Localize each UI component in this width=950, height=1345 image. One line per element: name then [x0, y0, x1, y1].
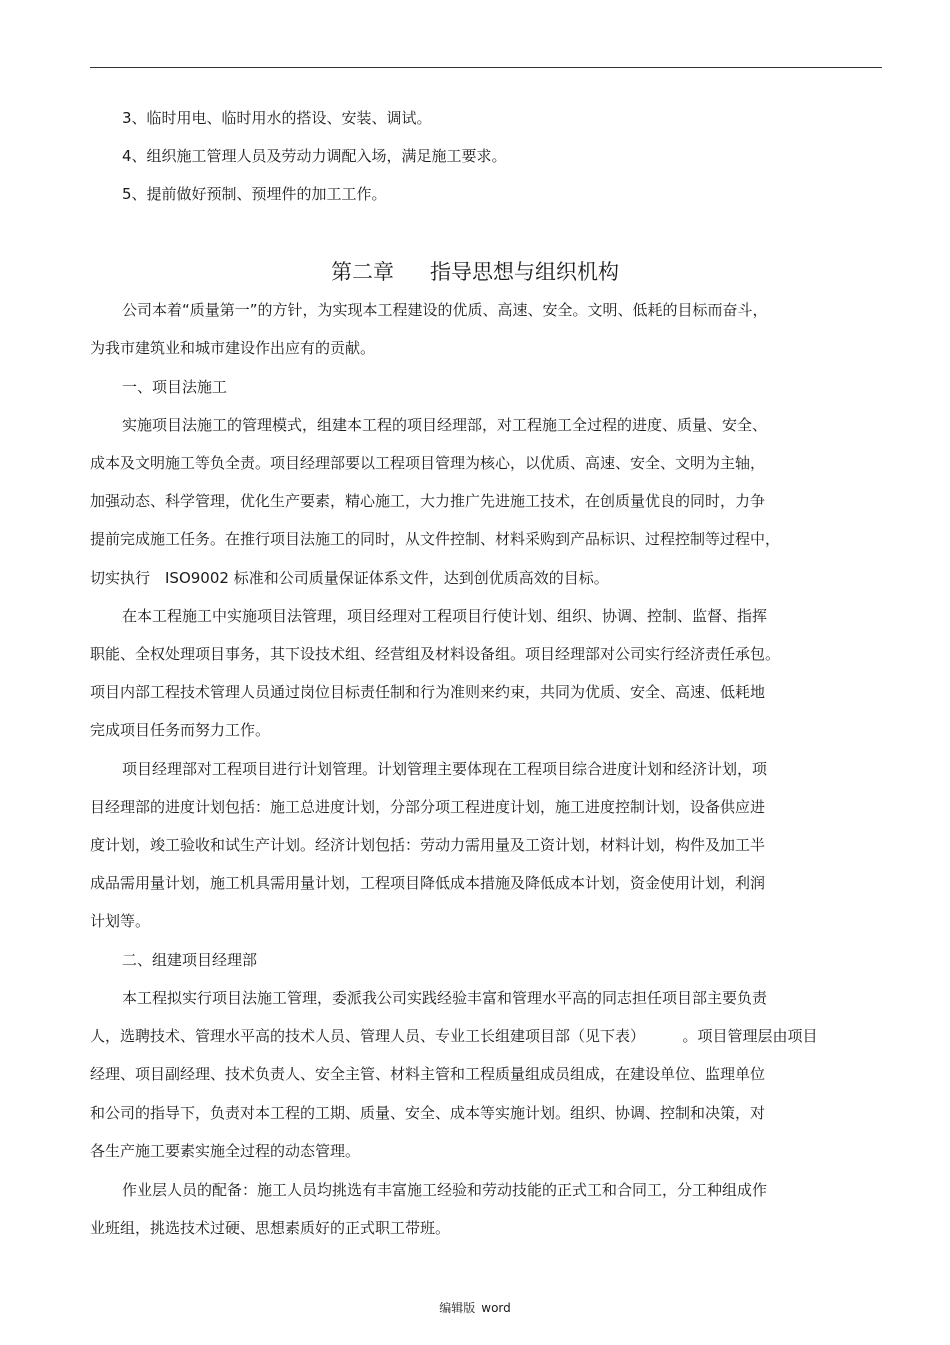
p5-line-2: 业班组，挑选技术过硬、思想素质好的正式职工带班。: [90, 1219, 451, 1237]
p2-line-2: 职能、全权处理项目事务，其下设技术组、经营组及材料设备组。项目经理部对公司实行经济责任承包。: [90, 645, 781, 663]
p3-line-2: 目经理部的进度计划包括：施工总进度计划，分部分项工程进度计划，施工进度控制计划，设备供应进: [90, 798, 766, 816]
chapter-number: 第二章: [331, 260, 394, 284]
p2-line-4: 完成项目任务而努力工作。: [90, 721, 271, 739]
footer-suffix: word: [481, 1301, 511, 1315]
header-rule: [90, 67, 882, 68]
p2-line-1: 在本工程施工中实施项目法管理，项目经理对工程项目行使计划、组织、协调、控制、监督、指挥: [122, 607, 768, 625]
p3-line-1: 项目经理部对工程项目进行计划管理。计划管理主要体现在工程项目综合进度计划和经济计划，项: [122, 760, 768, 778]
footer-label: 编辑版: [439, 1301, 476, 1315]
p1-line-3: 加强动态、科学管理，优化生产要素，精心施工，大力推广先进施工技术，在创质量优良的同时，力争: [90, 492, 766, 510]
p2-line-3: 项目内部工程技术管理人员通过岗位目标责任制和行为准则来约束，共同为优质、安全、高速、低耗地: [90, 683, 766, 701]
intro-line-2: 为我市建筑业和城市建设作出应有的贡献。: [90, 339, 376, 357]
p3-line-5: 计划等。: [90, 912, 151, 930]
p3-line-3: 度计划，竣工验收和试生产计划。经济计划包括：劳动力需用量及工资计划，材料计划，构件及加工半: [90, 836, 766, 854]
p1-line-1: 实施项目法施工的管理模式，组建本工程的项目经理部，对工程施工全过程的进度、质量、安全、: [122, 416, 768, 434]
p1-line-4: 提前完成施工任务。在推行项目法施工的同时，从文件控制、材料采购到产品标识、过程控制等过程中，: [90, 530, 781, 548]
list-item-5: 5、提前做好预制、预埋件的加工工作。: [122, 185, 387, 203]
page-footer: [0, 1300, 950, 1316]
p4-line-3: 经理、项目副经理、技术负责人、安全主管、材料主管和工程质量组成员组成，在建设单位、监理单位: [90, 1065, 766, 1083]
section-title-2: 二、组建项目经理部: [122, 951, 258, 969]
p4-line-5: 各生产施工要素实施全过程的动态管理。: [90, 1142, 361, 1160]
chapter-heading: [0, 258, 950, 286]
p4-line-1: 本工程拟实行项目法施工管理，委派我公司实践经验丰富和管理水平高的同志担任项目部主要负责: [122, 989, 768, 1007]
p3-line-4: 成品需用量计划，施工机具需用量计划，工程项目降低成本措施及降低成本计划，资金使用计划，利润: [90, 874, 766, 892]
list-item-3: 3、临时用电、临时用水的搭设、安装、调试。: [122, 109, 432, 127]
p4-line-4: 和公司的指导下，负责对本工程的工期、质量、安全、成本等实施计划。组织、协调、控制和决策，对: [90, 1104, 766, 1122]
list-item-4: 4、组织施工管理人员及劳动力调配入场，满足施工要求。: [122, 147, 507, 165]
p1-line-5: 切实执行 ISO9002 标准和公司质量保证体系文件，达到创优质高效的目标。: [90, 569, 609, 587]
intro-line-1: 公司本着“质量第一”的方针，为实现本工程建设的优质、高速、安全。文明、低耗的目标而奋斗，: [122, 301, 768, 319]
p5-line-1: 作业层人员的配备：施工人员均挑选有丰富施工经验和劳动技能的正式工和合同工，分工种组成作: [122, 1181, 768, 1199]
p4-line-2: 人，选聘技术、管理水平高的技术人员、管理人员、专业工长组建项目部（见下表） 。项目管理层由项目: [90, 1027, 818, 1045]
section-title-1: 一、项目法施工: [122, 378, 228, 396]
p1-line-2: 成本及文明施工等负全责。项目经理部要以工程项目管理为核心，以优质、高速、安全、文明为主轴，: [90, 454, 766, 472]
chapter-title: 指导思想与组织机构: [430, 260, 619, 284]
